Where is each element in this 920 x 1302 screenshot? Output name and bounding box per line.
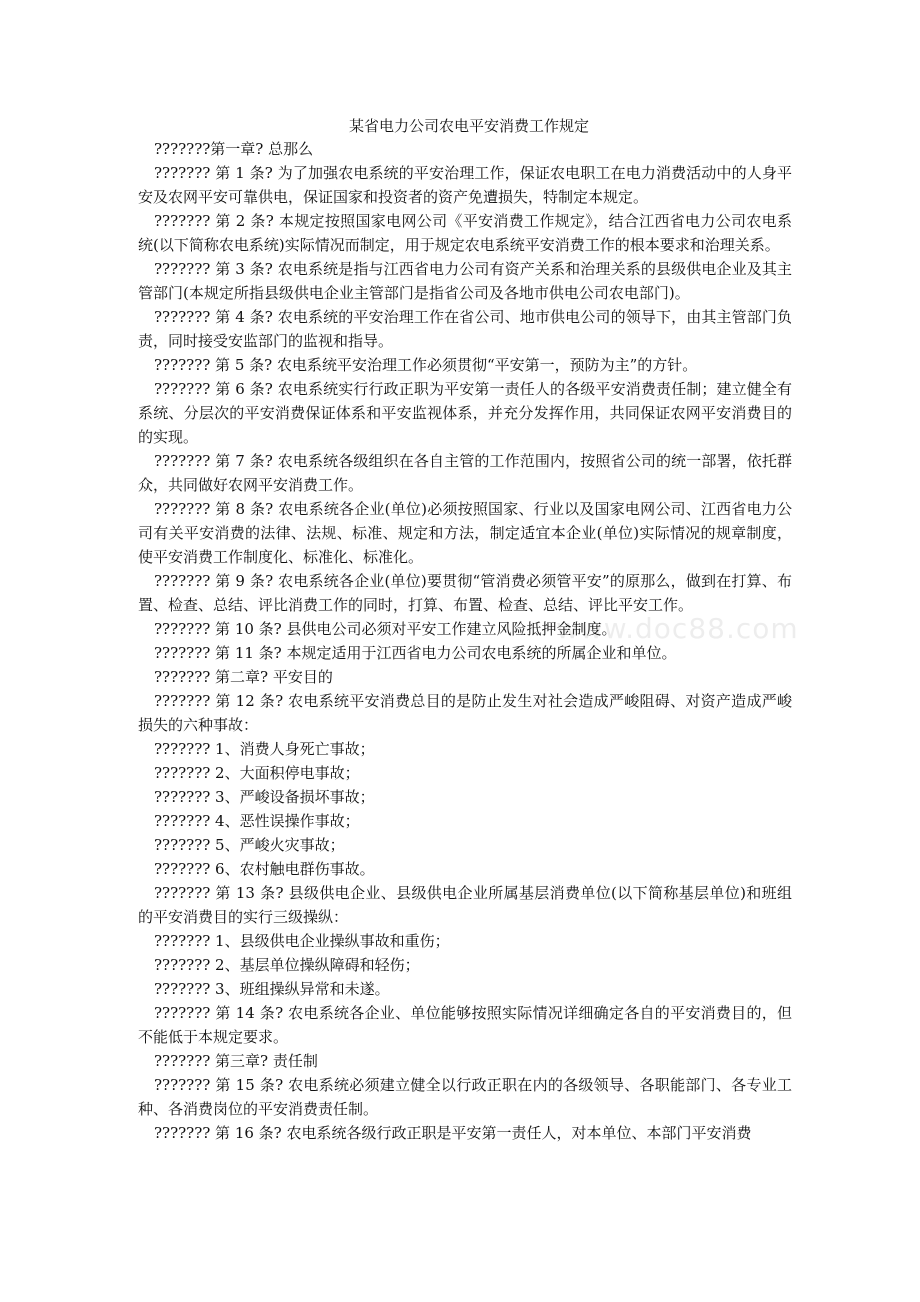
paragraph: ??????? 第 11 条? 本规定适用于江西省电力公司农电系统的所属企业和单位。 — [154, 644, 677, 662]
paragraph: ??????? 第 16 条? 农电系统各级行政正职是平安第一责任人，对本单位、本部门平安消费 — [154, 1124, 752, 1142]
paragraph: ??????? 2、基层单位操纵障碍和轻伤； — [154, 956, 420, 974]
paragraph: ??????? 第 7 条? 农电系统各级组织在各自主管的工作范围内，按照省公司的统一部署，依托群众，共同做好农网平安消费工作。 — [138, 452, 792, 494]
paragraph: ??????? 第 15 条? 农电系统必须建立健全以行政正职在内的各级领导、各职能部门、各专业工种、各消费岗位的平安消费责任制。 — [138, 1076, 792, 1118]
paragraph: ??????? 1、县级供电企业操纵事故和重伤； — [154, 932, 450, 950]
paragraph: ??????? 3、严峻设备损坏事故； — [154, 788, 375, 806]
paragraph: ??????? 第 5 条? 农电系统平安治理工作必须贯彻“平安第一，预防为主”的方针。 — [154, 356, 698, 374]
paragraph: ???????第一章? 总那么 — [154, 140, 314, 158]
paragraph: ??????? 3、班组操纵异常和未遂。 — [154, 980, 390, 998]
paragraph: ??????? 第 4 条? 农电系统的平安治理工作在省公司、地市供电公司的领导下，由其主管部门负责，同时接受安监部门的监视和指导。 — [138, 308, 792, 350]
paragraph: ??????? 2、大面积停电事故； — [154, 764, 360, 782]
paragraph: ??????? 第 8 条? 农电系统各企业(单位)必须按照国家、行业以及国家电网公司、江西省电力公司有关平安消费的法律、法规、标准、规定和方法，制定适宜本企业(单位)实际情况的规章制度，使平安消费工作制度化、标准化、标准化。 — [138, 500, 792, 566]
paragraph: ??????? 6、农村触电群伤事故。 — [154, 860, 375, 878]
paragraph: ??????? 第 13 条? 县级供电企业、县级供电企业所属基层消费单位(以下简称基层单位)和班组的平安消费目的实行三级操纵： — [138, 884, 792, 926]
paragraph: ??????? 第 3 条? 农电系统是指与江西省电力公司有资产关系和治理关系的县级供电企业及其主管部门(本规定所指县级供电企业主管部门是指省公司及各地市供电公司农电部门)。 — [138, 260, 792, 302]
paragraph: ??????? 第 1 条? 为了加强农电系统的平安治理工作，保证农电职工在电力消费活动中的人身平安及农网平安可靠供电，保证国家和投资者的资产免遭损失，特制定本规定。 — [138, 164, 792, 206]
paragraph: ??????? 第 10 条? 县供电公司必须对平安工作建立风险抵押金制度。 — [154, 620, 617, 638]
paragraph: ??????? 4、恶性误操作事故； — [154, 812, 360, 830]
paragraph: ??????? 第 14 条? 农电系统各企业、单位能够按照实际情况详细确定各自的平安消费目的，但不能低于本规定要求。 — [138, 1004, 792, 1046]
paragraph: ??????? 第三章? 责任制 — [154, 1052, 318, 1070]
document-title: 某省电力公司农电平安消费工作规定 — [348, 117, 589, 135]
document-body — [138, 137, 792, 1145]
paragraph: ??????? 5、严峻火灾事故； — [154, 836, 345, 854]
paragraph: ??????? 第二章? 平安目的 — [154, 668, 333, 686]
paragraph: ??????? 第 12 条? 农电系统平安消费总目的是防止发生对社会造成严峻阻碍、对资产造成严峻损失的六种事故： — [138, 692, 792, 734]
paragraph: ??????? 1、消费人身死亡事故； — [154, 740, 375, 758]
watermark-text: www.doc88.com — [556, 612, 799, 645]
paragraph: ??????? 第 6 条? 农电系统实行行政正职为平安第一责任人的各级平安消费责任制；建立健全有系统、分层次的平安消费保证体系和平安监视体系，并充分发挥作用，共同保证农网平安消费目的的实现。 — [138, 380, 792, 446]
paragraph: ??????? 第 2 条? 本规定按照国家电网公司《平安消费工作规定》，结合江西省电力公司农电系统(以下简称农电系统)实际情况而制定，用于规定农电系统平安消费工作的根本要求和治理关系。 — [138, 212, 792, 254]
paragraph: ??????? 第 9 条? 农电系统各企业(单位)要贯彻“管消费必须管平安”的原那么，做到在打算、布置、检查、总结、评比消费工作的同时，打算、布置、检查、总结、评比平安工作。 — [138, 572, 792, 614]
